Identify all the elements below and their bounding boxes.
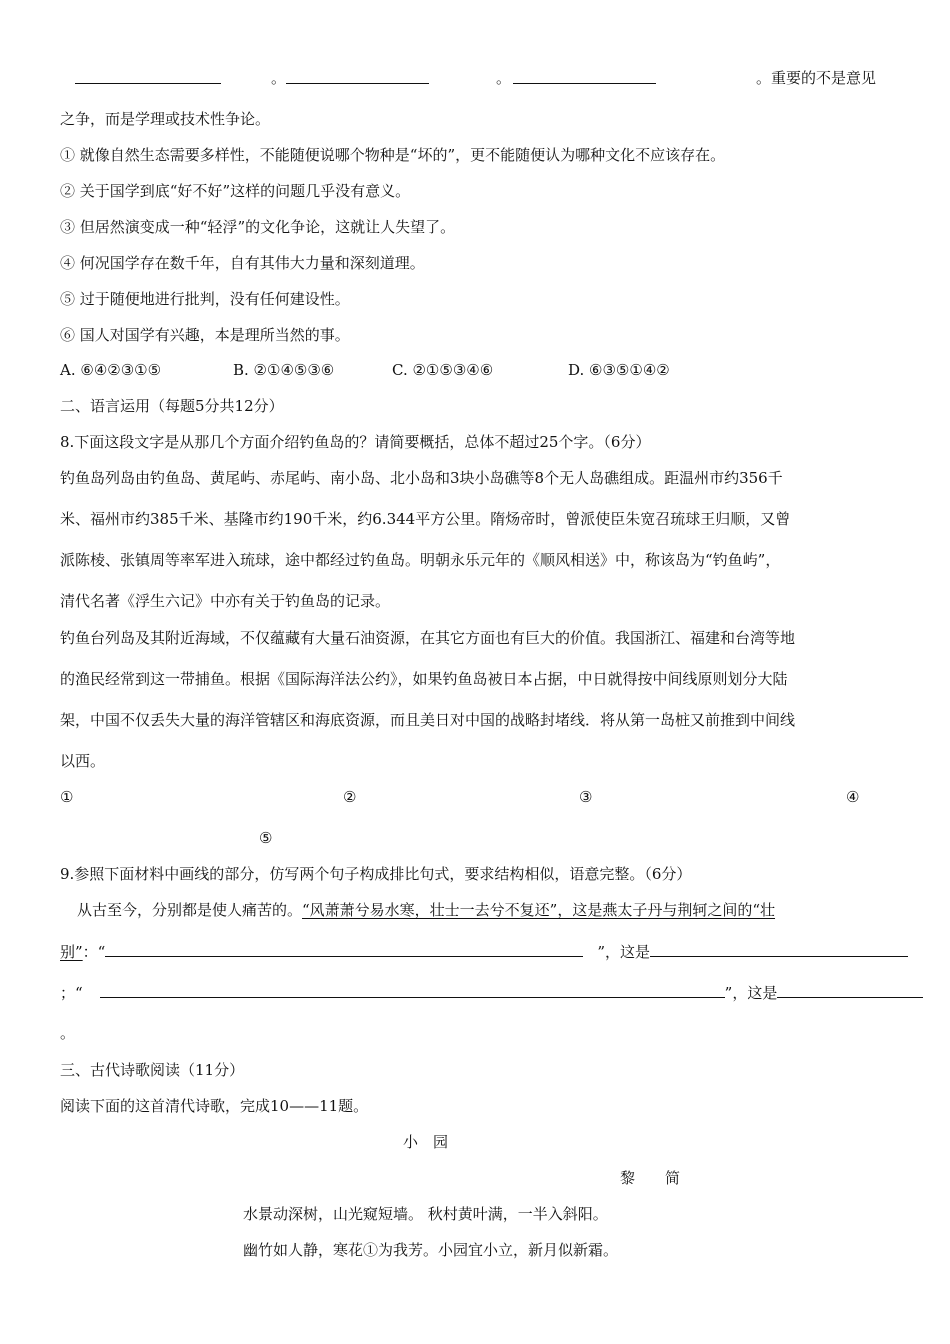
q8-p2-line-1: 钓鱼台列岛及其附近海域，不仅蕴藏有大量石油资源，在其它方面也有巨大的价值。我国浙江、福建和台湾等地 bbox=[60, 629, 796, 647]
answer-blank-1[interactable] bbox=[75, 68, 221, 84]
q8-question: 8.下面这段文字是从那几个方面介绍钓鱼岛的？请简要概括，总体不超过25个字。（6分） bbox=[60, 433, 651, 451]
q9-underlined-2: 别” bbox=[60, 943, 83, 961]
q7-item-1: ① 就像自然生态需要多样性，不能随便说哪个物种是“坏的”，更不能随便认为哪种文化不应该存在。 bbox=[60, 146, 726, 164]
q7-option-d[interactable]: D. ⑥③⑤①④② bbox=[568, 361, 670, 379]
q7-continuation: 之争，而是学理或技术性争论。 bbox=[60, 110, 271, 128]
q9-blank-1[interactable] bbox=[105, 941, 583, 957]
q8-answer-mark-5[interactable]: ⑤ bbox=[259, 829, 273, 847]
q8-answer-mark-2[interactable]: ② bbox=[343, 788, 357, 806]
q9-blank-2[interactable] bbox=[650, 941, 908, 957]
q8-answer-mark-4[interactable]: ④ bbox=[846, 788, 860, 806]
q10-intro: 阅读下面的这首清代诗歌，完成10——11题。 bbox=[60, 1097, 369, 1115]
q7-dot-2: 。 bbox=[496, 69, 512, 87]
answer-blank-3[interactable] bbox=[513, 68, 656, 84]
poem-title: 小 园 bbox=[403, 1133, 449, 1151]
q8-p2-line-3: 架，中国不仅丢失大量的海洋管辖区和海底资源，而且美日对中国的战略封堵线．将从第一岛桩又前推到中间线 bbox=[60, 711, 796, 729]
q7-tail-text: 。重要的不是意见 bbox=[756, 69, 877, 87]
q9-underlined-1: “风萧萧兮易水寒，壮士一去兮不复还”，这是燕太子丹与荆轲之间的“壮 bbox=[302, 901, 776, 919]
q9-material-line-2: 别”：“ ”，这是 bbox=[60, 941, 908, 962]
q7-option-c[interactable]: C. ②①⑤③④⑥ bbox=[392, 361, 494, 379]
poem-line-1: 水景动深树，山光窥短墙。 秋村黄叶满，一半入斜阳。 bbox=[243, 1205, 608, 1223]
q7-item-4: ④ 何况国学存在数千年，自有其伟大力量和深刻道理。 bbox=[60, 254, 425, 272]
q9-lead: 从古至今，分别都是使人痛苦的。 bbox=[77, 901, 303, 919]
q7-item-5: ⑤ 过于随便地进行批判，没有任何建设性。 bbox=[60, 290, 350, 308]
q7-item-3: ③ 但居然演变成一种“轻浮”的文化争论，这就让人失望了。 bbox=[60, 218, 456, 236]
q7-fill-line bbox=[60, 68, 221, 89]
q8-p2-line-2: 的渔民经常到这一带捕鱼。根据《国际海洋法公约》，如果钓鱼岛被日本占据，中日就得按中间线原则划分大陆 bbox=[60, 670, 788, 688]
q9-blank-4[interactable] bbox=[777, 982, 923, 998]
q8-answer-mark-1[interactable]: ① bbox=[60, 788, 74, 806]
q8-p1-line-3: 派陈棱、张镇周等率军进入琉球，途中都经过钓鱼岛。明朝永乐元年的《顺风相送》中，称该岛为“钓鱼屿”， bbox=[60, 551, 781, 569]
q7-item-2: ② 关于国学到底“好不好”这样的问题几乎没有意义。 bbox=[60, 182, 411, 200]
q7-option-b[interactable]: B. ②①④⑤③⑥ bbox=[233, 361, 335, 379]
poem-author: 黎 简 bbox=[620, 1169, 681, 1187]
section-heading-2: 二、语言运用（每题5分共12分） bbox=[60, 397, 284, 415]
q9-question: 9.参照下面材料中画线的部分，仿写两个句子构成排比句式，要求结构相似，语意完整。（6分） bbox=[60, 865, 692, 883]
q8-p1-line-2: 米、福州市约385千米、基隆市约190千米，约6.344平方公里。隋炀帝时，曾派使臣朱宽召琉球王归顺，又曾 bbox=[60, 510, 791, 528]
answer-blank-2[interactable] bbox=[286, 68, 429, 84]
section-heading-3: 三、古代诗歌阅读（11分） bbox=[60, 1061, 245, 1079]
q9-blank-3[interactable] bbox=[100, 982, 725, 998]
q9-end-mark: 。 bbox=[60, 1024, 76, 1042]
q8-answer-mark-3[interactable]: ③ bbox=[579, 788, 593, 806]
q9-material-line-1 bbox=[77, 900, 775, 920]
poem-line-2: 幽竹如人静，寒花①为我芳。小园宜小立，新月似新霜。 bbox=[243, 1241, 619, 1259]
q8-p1-line-1: 钓鱼岛列岛由钓鱼岛、黄尾屿、赤尾屿、南小岛、北小岛和3块小岛礁等8个无人岛礁组成。距温州市约356千 bbox=[60, 469, 783, 487]
q7-dot-1: 。 bbox=[271, 69, 287, 87]
q7-option-a[interactable]: A. ⑥④②③①⑤ bbox=[60, 361, 162, 379]
q8-p2-line-4: 以西。 bbox=[60, 752, 106, 770]
q9-answer-line-2: ；“ ”，这是 bbox=[60, 982, 923, 1003]
q7-item-6: ⑥ 国人对国学有兴趣，本是理所当然的事。 bbox=[60, 326, 350, 344]
q8-p1-line-4: 清代名著《浮生六记》中亦有关于钓鱼岛的记录。 bbox=[60, 592, 391, 610]
